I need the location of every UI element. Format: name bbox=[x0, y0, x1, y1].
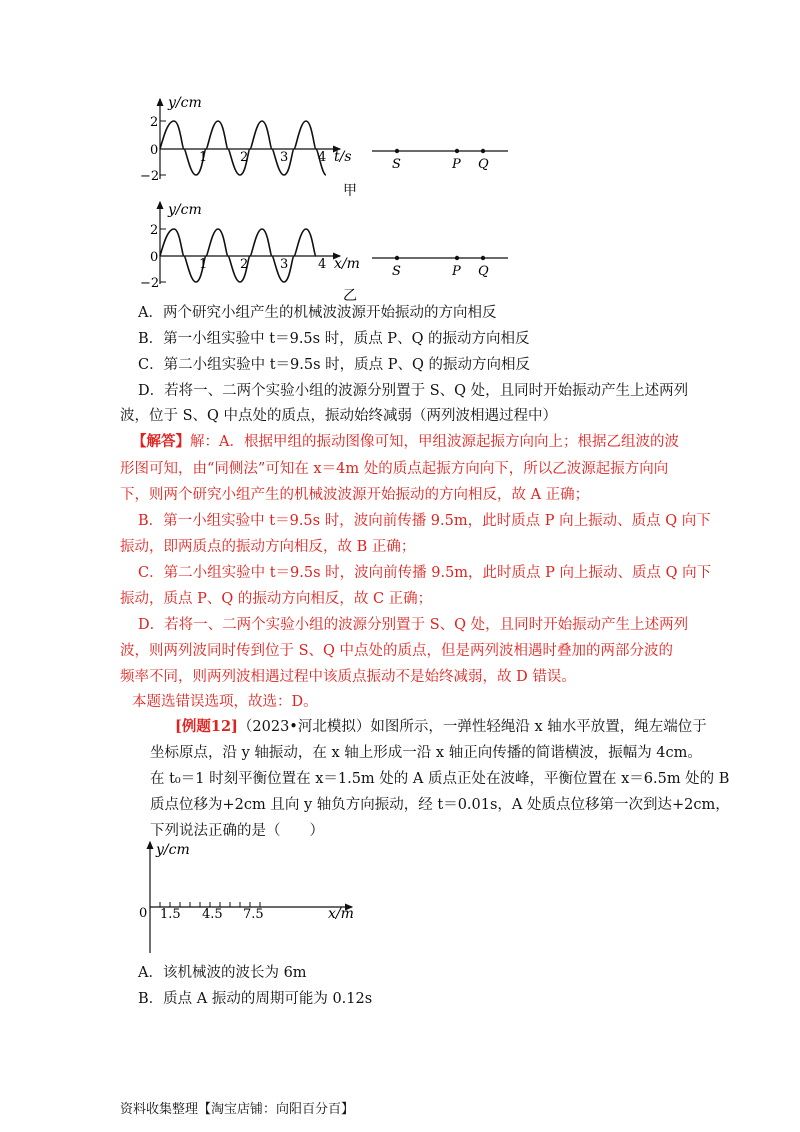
answer-line-6: C．第二小组实验中 t＝9.5s 时，波向前传播 9.5m，此时质点 P 向上振动、质点 Q 向下 bbox=[138, 565, 712, 581]
option-c: C．第二小组实验中 t＝9.5s 时，质点 P、Q 的振动方向相反 bbox=[138, 357, 531, 373]
yi-point-q bbox=[481, 256, 485, 260]
answer-line-4: B．第一小组实验中 t＝9.5s 时，波向前传播 9.5m，此时质点 P 向上振动、质点 Q 向下 bbox=[138, 513, 711, 529]
yi-tick-x-3: 3 bbox=[280, 257, 289, 272]
figure-jia bbox=[140, 95, 520, 205]
axes3-tick-4-5: 4.5 bbox=[202, 907, 223, 922]
jia-tick-y-neg2: −2 bbox=[140, 169, 160, 184]
yi-label-p: P bbox=[452, 264, 461, 279]
axes3-tick-7-5: 7.5 bbox=[243, 907, 264, 922]
example-option-a: A．该机械波的波长为 6m bbox=[138, 965, 307, 981]
jia-x-label: t/s bbox=[334, 149, 352, 165]
jia-tick-y-0: 0 bbox=[150, 143, 159, 158]
axes3-x-label: x/m bbox=[328, 906, 354, 922]
answer-tag: 【解答】 bbox=[132, 433, 190, 450]
answer-line-2: 形图可知，由“同侧法”可知在 x＝4m 处的质点起振方向向下，所以乙波源起振方向向 bbox=[120, 461, 669, 477]
axes3-tick-1-5: 1.5 bbox=[160, 907, 181, 922]
yi-point-s bbox=[395, 256, 399, 260]
yi-label-q: Q bbox=[478, 264, 489, 279]
yi-point-p bbox=[455, 256, 459, 260]
answer-line-7: 振动，质点 P、Q 的振动方向相反，故 C 正确； bbox=[120, 591, 433, 607]
answer-line-8: D．若将一、二两个实验小组的波源分别置于 S、Q 处，且同时开始振动产生上述两列 bbox=[138, 617, 689, 633]
yi-tick-x-4: 4 bbox=[318, 257, 327, 272]
figure-axes-xm bbox=[130, 838, 370, 958]
jia-wave bbox=[160, 121, 326, 175]
answer-line-5: 振动，即两质点的振动方向相反，故 B 正确； bbox=[120, 539, 416, 555]
yi-tick-y-2: 2 bbox=[150, 223, 159, 238]
jia-label-p: P bbox=[452, 157, 461, 172]
axes3-y-label: y/cm bbox=[156, 842, 190, 858]
answer-line-3: 下，则两个研究小组产生的机械波波源开始振动的方向相反，故 A 正确； bbox=[120, 487, 590, 503]
example-tag: [例题12] bbox=[175, 718, 238, 735]
answer-line-10: 频率不同，则两列波相遇过程中该质点振动不是始终减弱，故 D 错误。 bbox=[120, 669, 576, 685]
footer-text: 资料收集整理【淘宝店铺：向阳百分百】 bbox=[120, 1102, 355, 1117]
figure-yi bbox=[140, 200, 520, 305]
example-option-b: B．质点 A 振动的周期可能为 0.12s bbox=[138, 991, 373, 1007]
jia-tick-x-2: 2 bbox=[240, 150, 249, 165]
option-b: B．第一小组实验中 t＝9.5s 时，质点 P、Q 的振动方向相反 bbox=[138, 331, 530, 347]
jia-y-label: y/cm bbox=[168, 95, 202, 111]
jia-point-p bbox=[455, 149, 459, 153]
yi-caption: 乙 bbox=[343, 288, 357, 304]
jia-label-q: Q bbox=[478, 157, 489, 172]
example-line-2: 坐标原点，沿 y 轴振动，在 x 轴上形成一沿 x 轴正向传播的简谐横波，振幅为 4cm。 bbox=[150, 745, 702, 761]
yi-tick-x-2: 2 bbox=[240, 257, 249, 272]
option-d-line2: 波，位于 S、Q 中点处的质点，振动始终减弱（两列波相遇过程中） bbox=[120, 408, 558, 424]
answer-line-1: 【解答】解：A．根据甲组的振动图像可知，甲组波源起振方向向上；根据乙组波的波 bbox=[132, 433, 679, 450]
yi-tick-x-1: 1 bbox=[199, 257, 208, 272]
yi-label-s: S bbox=[392, 264, 401, 279]
jia-point-s bbox=[395, 149, 399, 153]
answer-line-9: 波，则两列波同时传到位于 S、Q 中点处的质点，但是两列波相遇时叠加的两部分波的 bbox=[120, 643, 674, 659]
jia-tick-x-3: 3 bbox=[280, 150, 289, 165]
jia-tick-x-4: 4 bbox=[318, 150, 327, 165]
example-line-5: 下列说法正确的是（ ） bbox=[150, 823, 324, 839]
answer-line-11: 本题选错误选项，故选：D。 bbox=[132, 694, 318, 710]
yi-x-label: x/m bbox=[334, 256, 360, 272]
jia-tick-y-2: 2 bbox=[150, 115, 159, 130]
jia-point-q bbox=[481, 149, 485, 153]
yi-y-label: y/cm bbox=[168, 202, 202, 218]
yi-tick-y-neg2: −2 bbox=[140, 276, 160, 291]
jia-caption: 甲 bbox=[343, 183, 357, 199]
option-a: A．两个研究小组产生的机械波波源开始振动的方向相反 bbox=[138, 305, 497, 321]
jia-tick-x-1: 1 bbox=[199, 150, 208, 165]
jia-label-s: S bbox=[392, 157, 401, 172]
yi-tick-y-0: 0 bbox=[150, 250, 159, 265]
example-line-1: [例题12]（2023•河北模拟）如图所示，一弹性轻绳沿 x 轴水平放置，绳左端位于 bbox=[175, 718, 707, 735]
axes3-origin: 0 bbox=[139, 906, 148, 921]
example-line-3: 在 t₀＝1 时刻平衡位置在 x＝1.5m 处的 A 质点正处在波峰，平衡位置在 x＝6.5m 处的 B bbox=[150, 771, 730, 787]
example-line-4: 质点位移为+2cm 且向 y 轴负方向振动，经 t＝0.01s，A 处质点位移第一次到达+2cm， bbox=[150, 797, 730, 813]
option-d-line1: D．若将一、二两个实验小组的波源分别置于 S、Q 处，且同时开始振动产生上述两列 bbox=[138, 383, 689, 399]
